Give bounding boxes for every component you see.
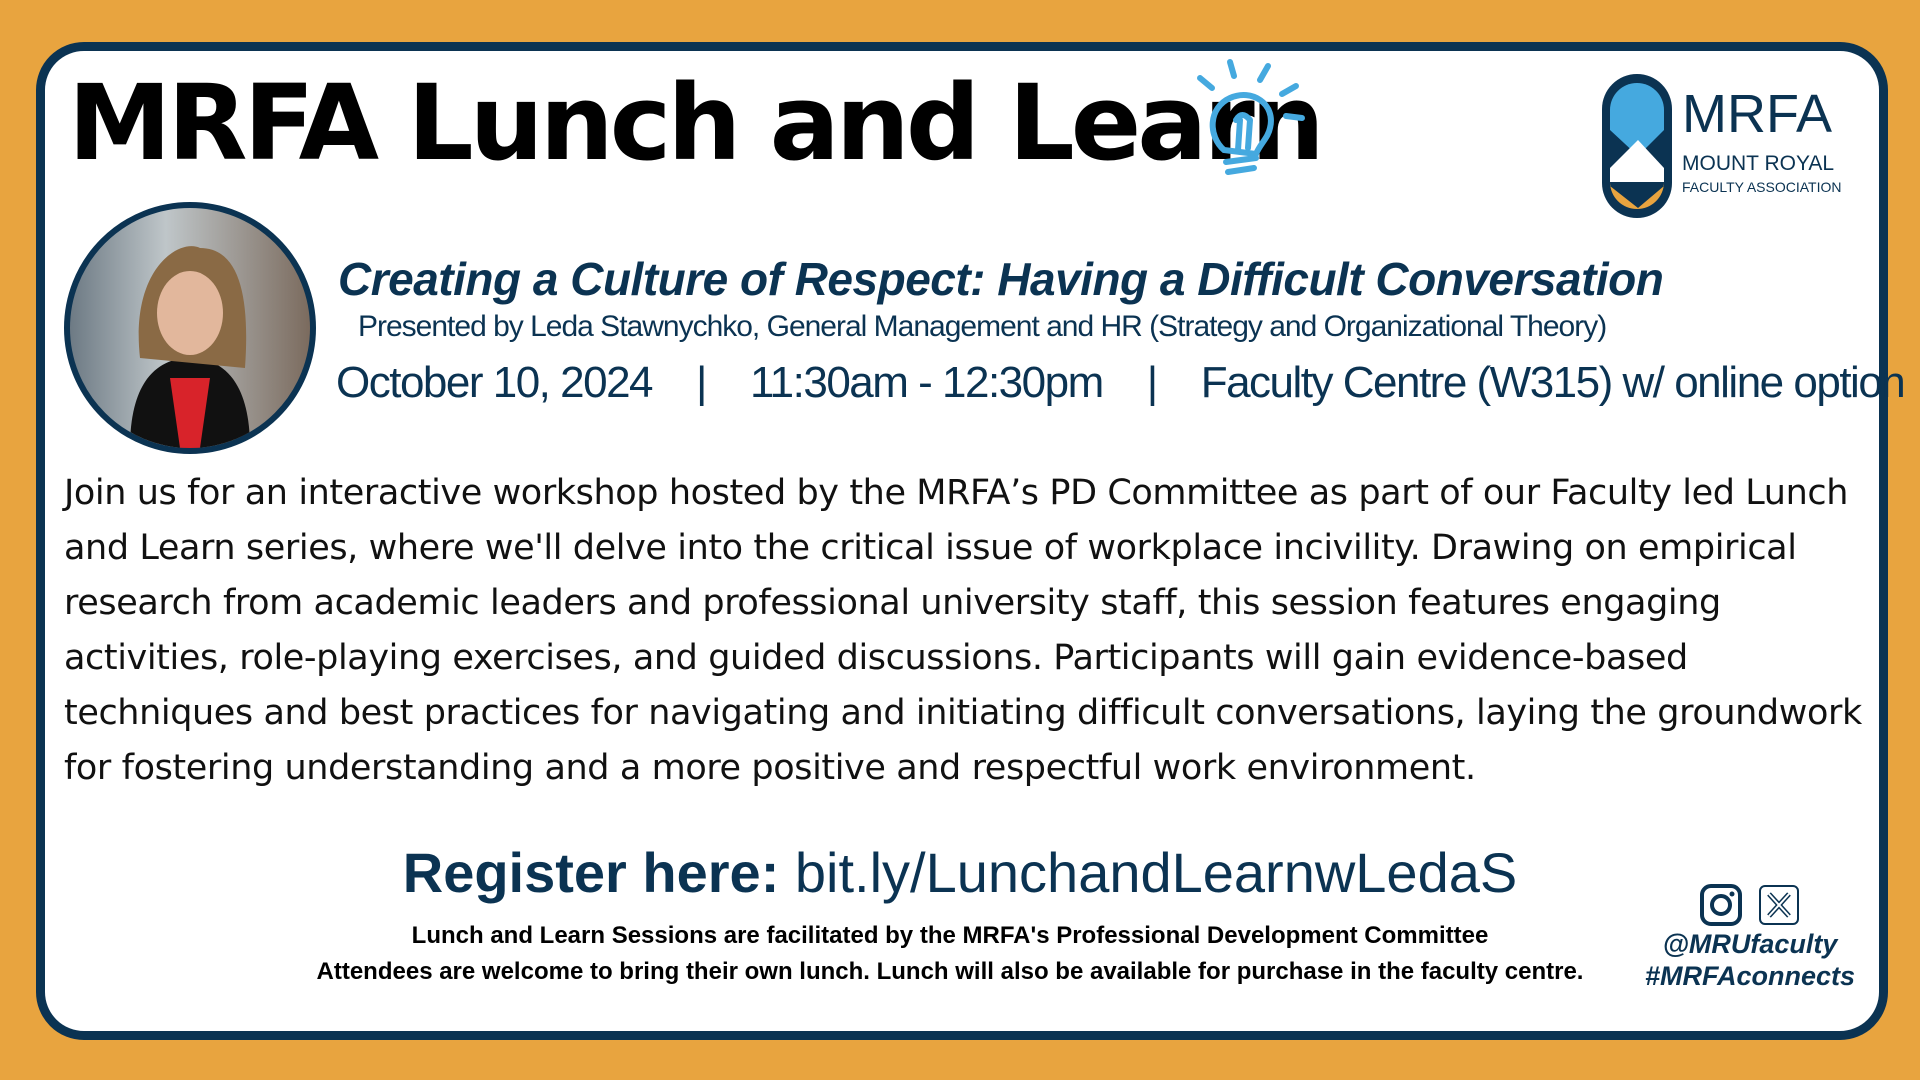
footer-line-1: Lunch and Learn Sessions are facilitated by the MRFA's Professional Development Committee	[411, 922, 1489, 949]
logo-line2: FACULTY ASSOCIATION	[1682, 179, 1842, 195]
presenter-photo	[64, 202, 316, 454]
logo-line1: MOUNT ROYAL	[1682, 152, 1835, 175]
event-description: Join us for an interactive workshop hosted by the MRFA’s PD Committee as part of our Faculty led Lunch and Learn series, where we'll delve into the critical issue of workplace incivility. Drawing on empirical research from academic leaders and professional university staff, this session features engaging activities, role-playing exercises, and guided discussions. Participants will gain evidence-based techniques and best practices for navigating and initiating difficult conversations, laying the groundwork for fostering understanding and a more positive and respectful work environment.	[64, 473, 1862, 788]
footer-line-2: Attendees are welcome to bring their own lunch. Lunch will also be available for purchase in the faculty centre.	[316, 958, 1584, 985]
separator: |	[1146, 358, 1157, 407]
instagram-icon[interactable]	[1699, 884, 1743, 926]
register-label: Register here:	[402, 841, 780, 904]
register-link[interactable]: bit.ly/LunchandLearnwLedaS	[794, 841, 1518, 904]
logo-name: MRFA	[1682, 84, 1833, 144]
event-details	[336, 358, 1904, 408]
social-hashtag: #MRFAconnects	[1644, 961, 1856, 991]
page-title: MRFA Lunch and Learn	[68, 62, 1321, 184]
lightbulb-icon	[1190, 58, 1310, 182]
separator: |	[696, 358, 706, 407]
event-time: 11:30am - 12:30pm	[749, 358, 1103, 407]
social-block	[1640, 884, 1860, 992]
x-icon[interactable]	[1757, 884, 1801, 926]
event-date: October 10, 2024	[336, 358, 653, 407]
mrfa-logo	[1598, 70, 1868, 222]
presenter-line: Presented by Leda Stawnychko, General Management and HR (Strategy and Organizational Theory)	[358, 310, 1607, 343]
social-handle[interactable]: @MRUfaculty	[1662, 929, 1838, 959]
event-location: Faculty Centre (W315) w/ online option	[1200, 358, 1905, 407]
event-subtitle: Creating a Culture of Respect: Having a Difficult Conversation	[338, 253, 1664, 305]
register-line	[0, 840, 1920, 905]
